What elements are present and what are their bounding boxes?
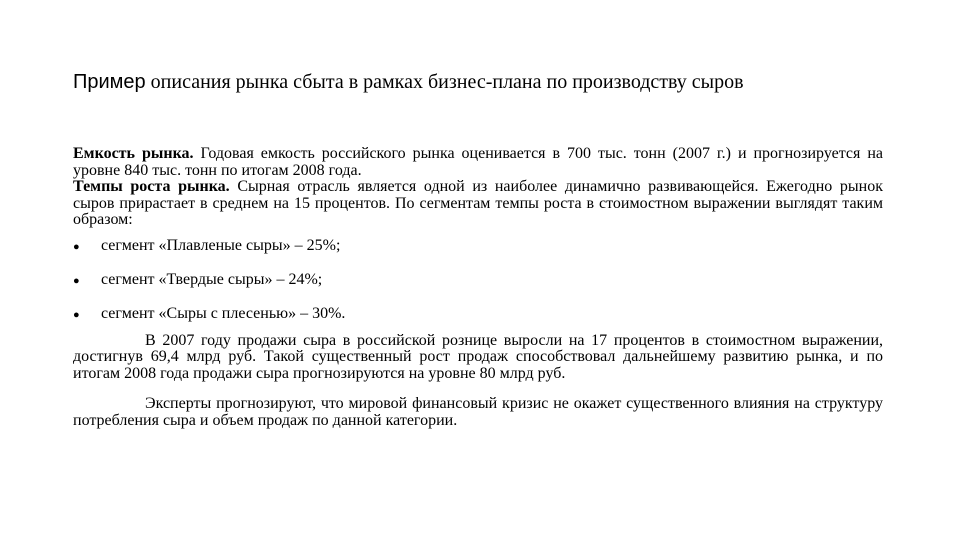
slide-title-rest: описания рынка сбыта в рамках бизнес-плана по производству сыров [145,71,744,93]
growth-heading: Темпы роста рынка. [73,178,230,195]
experts-paragraph: Эксперты прогнозируют, что мировой финансовый кризис не окажет существенного влияния на структуру потребления сыра и объем продаж по данной категории. [73,395,883,429]
list-item [73,233,883,267]
slide-title [73,68,933,96]
segment-text: сегмент «Плавленые сыры» – 25%; [101,236,341,254]
list-item [73,267,883,301]
bullet-icon: ● [73,274,80,287]
slide-body [73,146,883,429]
segment-text: сегмент «Твердые сыры» – 24%; [101,270,323,288]
growth-text: Сырная отрасль является одной из наиболее динамично развивающейся. Ежегодно рынок сыров прирастает в среднем на 15 процентов. По сегментам темпы роста в стоимостном выражении выглядят таким образом: [73,178,883,228]
growth-paragraph [73,179,883,229]
capacity-text: Годовая емкость российского рынка оценивается в 700 тыс. тонн (2007 г.) и прогнозируется на уровне 840 тыс. тонн по итогам 2008 года. [73,145,883,179]
segment-text: сегмент «Сыры с плесенью» – 30%. [101,304,346,322]
bullet-icon: ● [73,308,80,321]
list-item [73,301,883,335]
bullet-icon: ● [73,240,80,253]
capacity-heading: Емкость рынка. [73,145,194,162]
slide-title-lead: Пример [73,71,146,93]
sales-paragraph: В 2007 году продажи сыра в российской рознице выросли на 17 процентов в стоимостном выражении, достигнув 69,4 млрд руб. Такой существенный рост продаж способствовал дальнейшему развитию рынка, и по итогам 2008 года продажи сыра прогнозируются на уровне 80 млрд руб. [73,331,883,382]
capacity-paragraph [73,146,883,179]
segment-list [73,233,883,335]
